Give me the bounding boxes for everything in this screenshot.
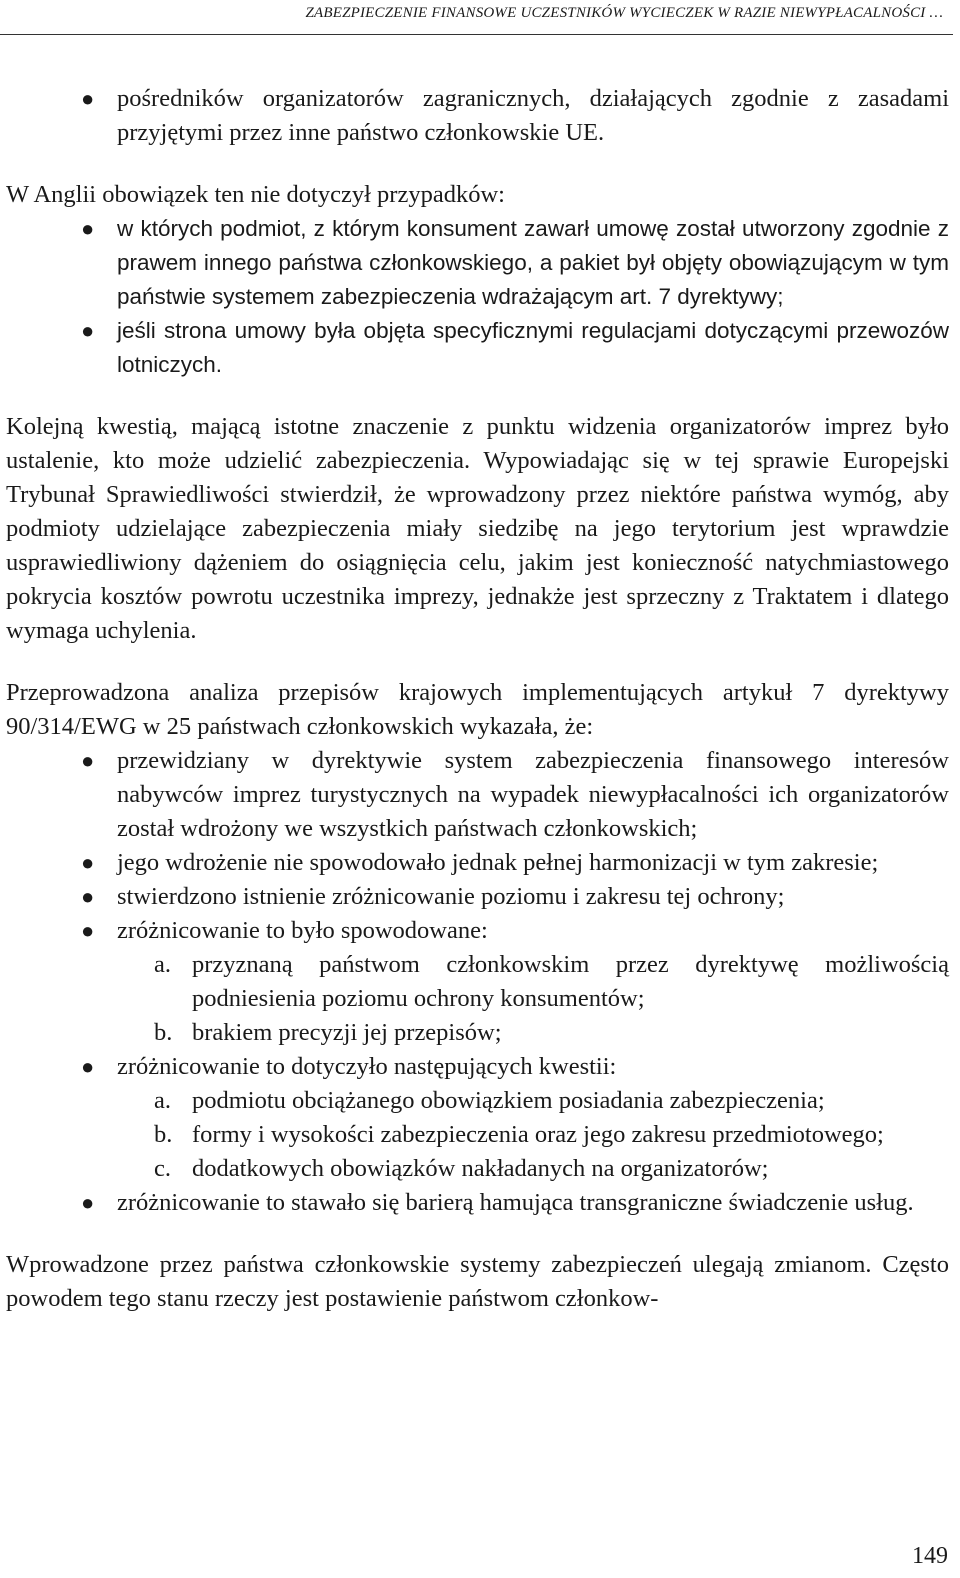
sublist-item-text: podmiotu obciążanego obowiązkiem posiadania zabezpieczenia; bbox=[192, 1087, 825, 1114]
bullet-icon: ● bbox=[81, 850, 95, 875]
list-item bbox=[6, 82, 949, 150]
bullet-icon: ● bbox=[81, 918, 95, 943]
list-item-text: zróżnicowanie to było spowodowane: bbox=[117, 917, 488, 944]
sublist-marker: b. bbox=[154, 1121, 173, 1148]
list-item-text: przewidziany w dyrektywie system zabezpieczenia finansowego interesów nabywców imprez turystycznych na wypadek niewypłacalności ich organizatorów został wdrożony we wszystkich państwach członkowskich; bbox=[117, 747, 949, 842]
paragraph-england: W Anglii obowiązek ten nie dotyczył przypadków: bbox=[6, 181, 505, 208]
sublist-item-text: przyznaną państwom członkowskim przez dyrektywę możliwością podniesienia poziomu ochrony konsumentów; bbox=[192, 951, 949, 1012]
bullet-icon: ● bbox=[81, 1054, 95, 1079]
list-item bbox=[6, 846, 949, 880]
list-item bbox=[6, 744, 949, 846]
list-item bbox=[6, 914, 949, 1050]
page-body bbox=[6, 82, 949, 1316]
sublist-marker: a. bbox=[154, 1087, 171, 1114]
list-item bbox=[6, 1186, 949, 1220]
list-item bbox=[6, 880, 949, 914]
sublist-item bbox=[117, 1016, 949, 1050]
sublist-item bbox=[117, 1084, 949, 1118]
sublist-item bbox=[117, 1118, 949, 1152]
sublist-item-text: brakiem precyzji jej przepisów; bbox=[192, 1019, 502, 1046]
issues-sublist bbox=[117, 1084, 949, 1186]
running-header-title: ZABEZPIECZENIE FINANSOWE UCZESTNIKÓW WYCIECZEK W RAZIE NIEWYPŁACALNOŚCI … bbox=[305, 5, 943, 21]
analysis-bullet-list bbox=[6, 744, 949, 1220]
list-item-text: w których podmiot, z którym konsument zawarł umowę został utworzony zgodnie z prawem innego państwa członkowskiego, a pakiet był objęty obowiązującym w tym państwie systemem zabezpieczenia wdrażającym art. 7 dyrektywy; bbox=[117, 216, 949, 309]
page-number: 149 bbox=[912, 1543, 948, 1569]
sublist-item bbox=[117, 1152, 949, 1186]
list-item-text: jeśli strona umowy była objęta specyficznymi regulacjami dotyczącymi przewozów lotniczych. bbox=[117, 318, 949, 377]
causes-sublist bbox=[117, 948, 949, 1050]
intermediaries-bullet-list bbox=[6, 82, 949, 150]
list-item-text: zróżnicowanie to dotyczyło następujących kwestii: bbox=[117, 1053, 617, 1080]
list-item bbox=[6, 212, 949, 314]
list-item-text: pośredników organizatorów zagranicznych, działających zgodnie z zasadami przyjętymi przez inne państwo członkowskie UE. bbox=[117, 85, 949, 146]
list-item-text: zróżnicowanie to stawało się barierą hamująca transgraniczne świadczenie usług. bbox=[117, 1189, 914, 1216]
bullet-icon: ● bbox=[81, 86, 95, 111]
bullet-icon: ● bbox=[81, 318, 95, 343]
list-item-text: jego wdrożenie nie spowodowało jednak pełnej harmonizacji w tym zakresie; bbox=[117, 849, 879, 876]
list-item bbox=[6, 314, 949, 382]
bullet-icon: ● bbox=[81, 748, 95, 773]
running-header bbox=[0, 0, 953, 35]
bullet-icon: ● bbox=[81, 884, 95, 909]
sublist-item-text: dodatkowych obowiązków nakładanych na organizatorów; bbox=[192, 1155, 769, 1182]
bullet-icon: ● bbox=[81, 216, 95, 241]
sublist-marker: a. bbox=[154, 951, 171, 978]
sublist-item-text: formy i wysokości zabezpieczenia oraz jego zakresu przedmiotowego; bbox=[192, 1121, 884, 1148]
bullet-icon: ● bbox=[81, 1190, 95, 1215]
list-item-text: stwierdzono istnienie zróżnicowanie poziomu i zakresu tej ochrony; bbox=[117, 883, 785, 910]
paragraph-changes: Wprowadzone przez państwa członkowskie systemy zabezpieczeń ulegają zmianom. Często powodem tego stanu rzeczy jest postawienie państwom członkow- bbox=[6, 1251, 949, 1312]
sublist-item bbox=[117, 948, 949, 1016]
paragraph-issuer-question: Kolejną kwestią, mającą istotne znaczenie z punktu widzenia organizatorów imprez było ustalenie, kto może udzielić zabezpieczenia. Wypowiadając się w tej sprawie Europejski Trybunał Sprawiedliwości stwierdził, że wprowadzony przez niektóre państwa wymóg, aby podmioty udzielające zabezpieczenia miały siedzibę na jego terytorium jest wprawdzie usprawiedliwiony dążeniem do osiągnięcia celu, jakim jest konieczność natychmiastowego pokrycia kosztów powrotu uczestnika imprezy, jednakże jest sprzeczny z Traktatem i dlatego wymaga uchylenia. bbox=[6, 413, 949, 644]
england-bullet-list bbox=[6, 212, 949, 382]
paragraph-analysis: Przeprowadzona analiza przepisów krajowych implementujących artykuł 7 dyrektywy 90/314/EWG w 25 państwach członkowskich wykazała, że: bbox=[6, 679, 949, 740]
list-item bbox=[6, 1050, 949, 1186]
sublist-marker: b. bbox=[154, 1019, 173, 1046]
sublist-marker: c. bbox=[154, 1155, 171, 1182]
